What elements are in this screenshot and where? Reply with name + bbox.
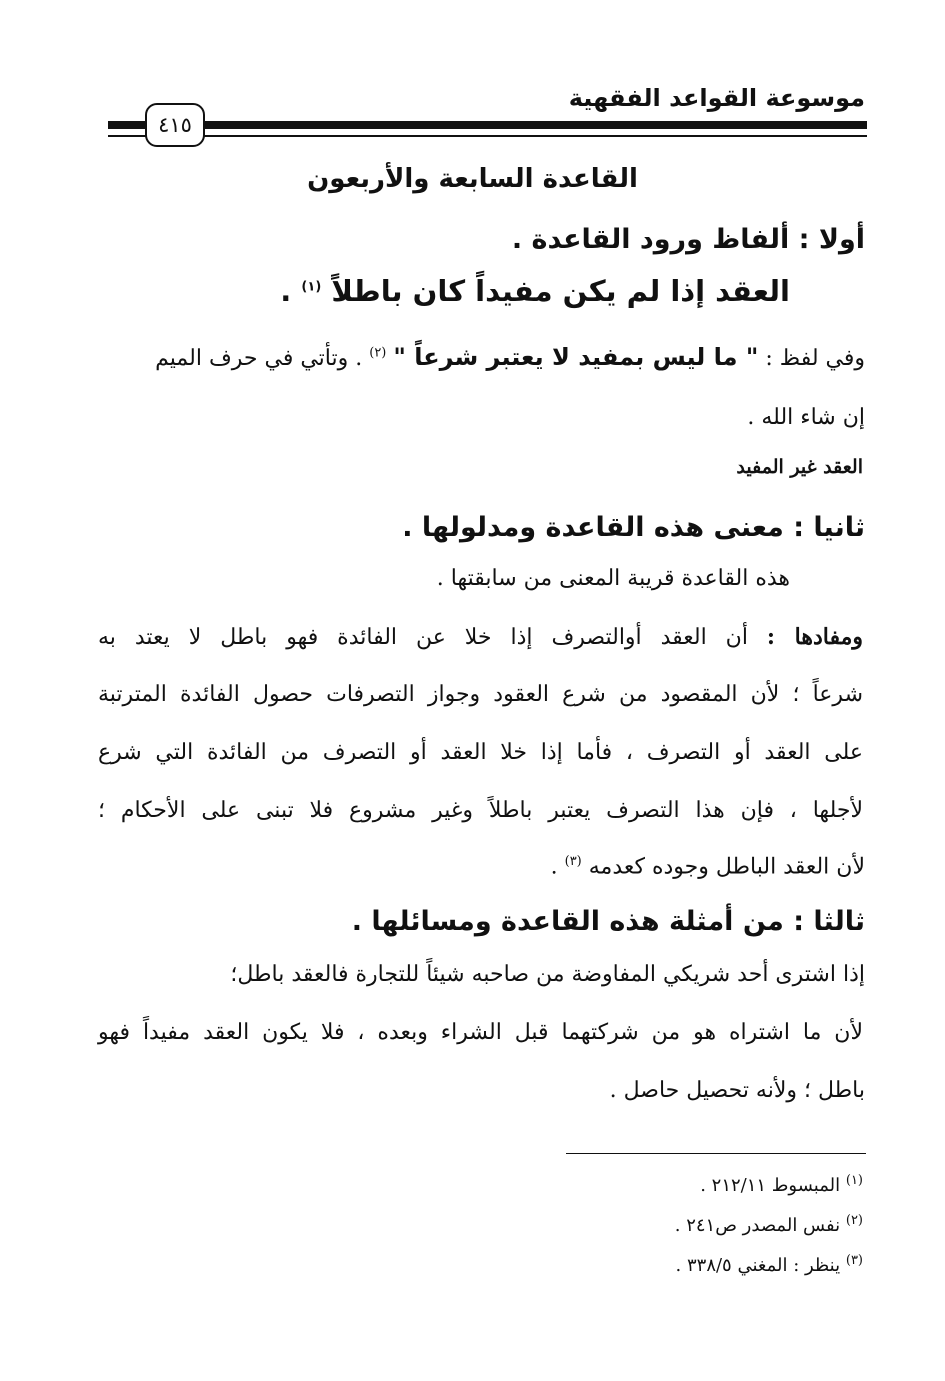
rule-text: العقد إذا لم يكن مفيداً كان باطلاً bbox=[331, 274, 790, 308]
footnote-separator bbox=[566, 1153, 866, 1154]
part2-line-4: لأجلها ، فإن هذا التصرف يعتبر باطلاً وغير مشروع فلا تبنى على الأحكام ؛ bbox=[98, 798, 863, 823]
mufad-label: ومفادها : bbox=[766, 624, 864, 650]
footnote-text: ينظر : المغني ٣٣٨/٥ . bbox=[675, 1255, 841, 1276]
part2-line-1-text: أن العقد أوالتصرف إذا خلا عن الفائدة فهو باطل لا يعتد به bbox=[98, 625, 748, 650]
footnote-2 bbox=[675, 1213, 863, 1236]
footnote-num: (٣) bbox=[845, 1253, 863, 1268]
part2-line-2: شرعاً ؛ لأن المقصود من شرع العقود وجواز التصرفات حصول الفائدة المترتبة bbox=[98, 682, 863, 707]
part2-intro: هذه القاعدة قريبة المعنى من سابقتها . bbox=[436, 566, 790, 591]
footnote-ref-2: (٢) bbox=[369, 345, 387, 361]
variant-text: " ما ليس بمفيد لا يعتبر شرعاً " bbox=[393, 343, 759, 371]
variant-prefix: وفي لفظ : bbox=[765, 346, 865, 371]
part2-line-5-text: لأن العقد الباطل وجوده كعدمه bbox=[588, 854, 865, 880]
part3-line-2: لأن ما اشتراه هو من شركتهما قبل الشراء وبعده ، فلا يكون العقد مفيداً فهو bbox=[98, 1020, 863, 1045]
part1-heading: أولا : ألفاظ ورود القاعدة . bbox=[511, 224, 865, 255]
footnote-num: (٢) bbox=[845, 1213, 863, 1228]
section-title: القاعدة السابعة والأربعون bbox=[307, 164, 638, 194]
part2-heading: ثانيا : معنى هذه القاعدة ومدلولها . bbox=[402, 512, 865, 543]
footnote-3 bbox=[676, 1253, 863, 1276]
footnote-text: نفس المصدر ص٢٤١ . bbox=[674, 1215, 841, 1236]
header-rule-thin bbox=[108, 135, 867, 137]
rule-end: . bbox=[280, 274, 292, 308]
part2-line-5-end: . bbox=[550, 854, 558, 880]
footnote-ref-1: (١) bbox=[301, 279, 322, 295]
part3-line-3: باطل ؛ ولأنه تحصيل حاصل . bbox=[609, 1078, 865, 1103]
rule-statement bbox=[280, 274, 790, 308]
part3-heading: ثالثا : من أمثلة هذه القاعدة ومسائلها . bbox=[351, 906, 865, 937]
footnote-1 bbox=[700, 1173, 863, 1196]
running-title: موسوعة القواعد الفقهية bbox=[568, 84, 865, 112]
margin-note: العقد غير المفيد bbox=[736, 456, 863, 478]
variant-suffix: . وتأتي في حرف الميم bbox=[155, 346, 363, 371]
variant-line bbox=[155, 343, 865, 371]
part2-line-3: على العقد أو التصرف ، فأما إذا خلا العقد أو التصرف من الفائدة التي شرع bbox=[98, 740, 863, 765]
part3-line-1: إذا اشترى أحد شريكي المفاوضة من صاحبه شيئاً للتجارة فالعقد باطل؛ bbox=[230, 962, 865, 987]
footnote-ref-3: (٣) bbox=[564, 854, 582, 869]
part2-line-1 bbox=[98, 624, 863, 650]
part2-line-5 bbox=[551, 854, 865, 879]
header-rule-thick bbox=[108, 121, 867, 129]
page-number: ٤١٥ bbox=[145, 103, 205, 147]
footnote-num: (١) bbox=[845, 1173, 863, 1188]
footnote-text: المبسوط ٢١٢/١١ . bbox=[700, 1175, 841, 1196]
variant-line-2: إن شاء الله . bbox=[747, 405, 865, 430]
